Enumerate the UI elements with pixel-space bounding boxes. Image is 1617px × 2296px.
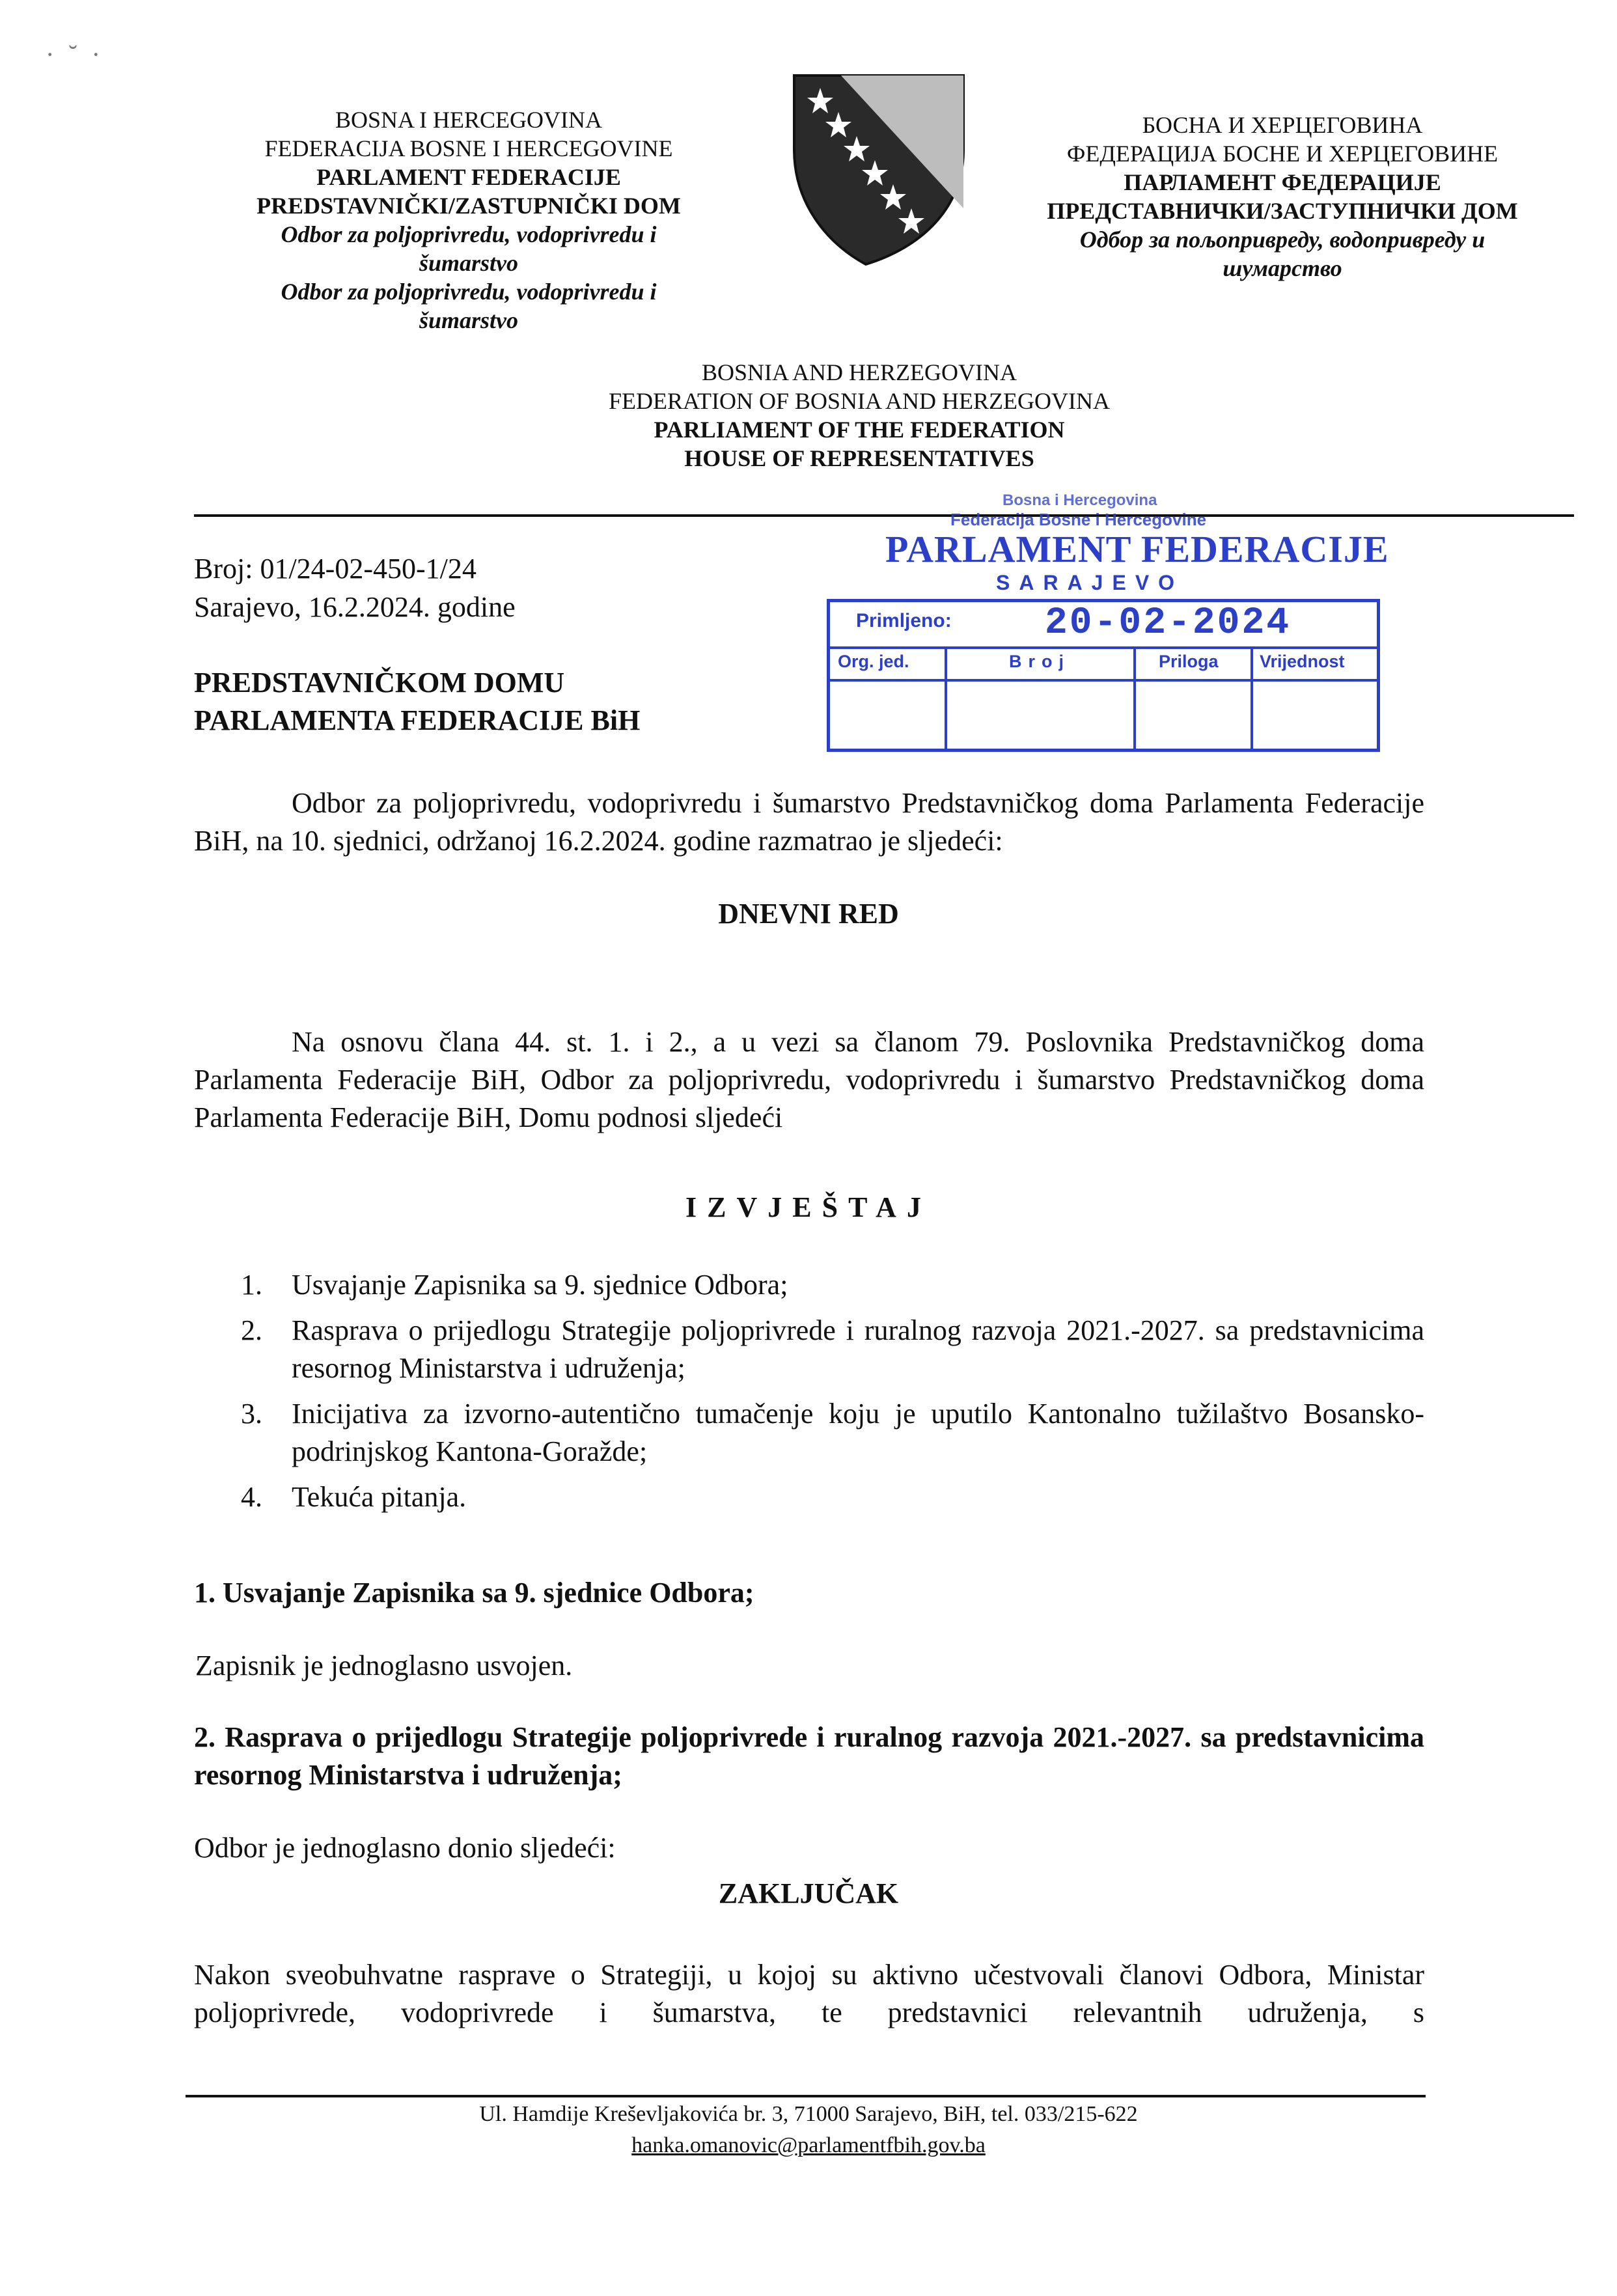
report-title: IZVJEŠTAJ (685, 1191, 932, 1223)
section2-text: Odbor je jednoglasno donio sljedeći: (194, 1832, 616, 1864)
footer-address: Ul. Hamdije Kreševljakovića br. 3, 71000 Sarajevo, BiH, tel. 033/215-622 (479, 2102, 1138, 2126)
stamp-received-date: 20-02-2024 (1045, 602, 1292, 644)
reception-stamp (820, 491, 1393, 765)
agenda-item-number: 3. (241, 1398, 262, 1430)
header-right-line4: ПРЕДСТАВНИЧКИ/ЗАСТУПНИЧКИ ДОМ (1047, 198, 1518, 224)
legal-basis-paragraph: Na osnovu člana 44. st. 1. i 2., a u vezi sa članom 79. Poslovnika Predstavničkog doma Parlamenta Federacije BiH, Odbor za poljoprivredu, vodoprivredu i šumarstvo Predstavničkog doma Parlamenta Federacije BiH, Domu podnosi sljedeći (194, 1026, 1424, 1133)
agenda-item-number: 1. (241, 1269, 262, 1301)
header-left-committee-a: Odbor za poljoprivredu, vodoprivredu i (281, 221, 657, 247)
addressee-line2: PARLAMENTA FEDERACIJE BiH (194, 704, 641, 736)
conclusion-heading: ZAKLJUČAK (718, 1877, 899, 1909)
stamp-col-priloga: Priloga (1136, 646, 1253, 679)
header-right-line3: ПАРЛАМЕНТ ФЕДЕРАЦИЈЕ (1124, 169, 1441, 195)
header-center-line2: FEDERATION OF BOSNIA AND HERZEGOVINA (608, 388, 1110, 414)
stamp-col-broj: Broj (947, 646, 1136, 679)
header-center-line3: PARLIAMENT OF THE FEDERATION (654, 417, 1065, 443)
agenda-item-number: 4. (241, 1481, 262, 1513)
header-left-committee-a2: šumarstvo (419, 250, 519, 276)
header-right-committee: Одбор за пољопривреду, водопривреду и (1079, 227, 1486, 253)
stamp-col-divider (1251, 646, 1253, 752)
header-left-committee-b: Odbor za poljoprivredu, vodoprivredu i (281, 279, 657, 305)
agenda-item (194, 1312, 1424, 1387)
document-date: Sarajevo, 16.2.2024. godine (194, 591, 516, 623)
header-left (195, 105, 742, 335)
footer-email-link[interactable]: hanka.omanovic@parlamentfbih.gov.ba (631, 2133, 986, 2157)
document-number: Broj: 01/24-02-450-1/24 (194, 553, 477, 585)
agenda-item-text: Inicijativa za izvorno-autentično tumačenje koju je uputilo Kantonalno tužilaštvo Bosansko-podrinjskog Kantona-Goražde; (292, 1398, 1424, 1467)
agenda-list (194, 1266, 1424, 1524)
header-left-line1: BOSNA I HERCEGOVINA (335, 107, 602, 133)
stamp-col-divider (1133, 646, 1136, 752)
header-left-line3: PARLAMENT FEDERACIJE (316, 164, 621, 190)
stamp-col-org: Org. jed. (830, 646, 947, 679)
header-center-line4: HOUSE OF REPRESENTATIVES (684, 445, 1034, 471)
agenda-item (194, 1478, 1424, 1516)
agenda-item-text: Usvajanje Zapisnika sa 9. sjednice Odbora; (292, 1269, 788, 1301)
section1-text: Zapisnik je jednoglasno usvojen. (195, 1650, 573, 1681)
scan-artifact-mark: · ˘ · (46, 40, 104, 69)
agenda-item-text: Rasprava o prijedlogu Strategije poljoprivrede i ruralnog razvoja 2021.-2027. sa predstavnicima resornog Ministarstva i udruženja; (292, 1314, 1424, 1384)
footer (0, 2099, 1617, 2161)
stamp-country: Bosna i Hercegovina (1002, 491, 1157, 509)
stamp-title: PARLAMENT FEDERACIJE (885, 528, 1389, 570)
stamp-received-row (830, 602, 1377, 649)
header-right-committee2: шумарство (1223, 255, 1342, 281)
footer-divider (186, 2095, 1426, 2097)
stamp-city: SARAJEVO (996, 571, 1184, 594)
stamp-col-divider (945, 646, 947, 752)
stamp-box (827, 599, 1380, 752)
coat-of-arms-icon (781, 72, 970, 267)
agenda-item (194, 1395, 1424, 1471)
agenda-item (194, 1266, 1424, 1304)
header-left-line4: PREDSTAVNIČKI/ZASTUPNIČKI DOM (256, 193, 681, 219)
addressee (194, 664, 640, 740)
header-left-committee-b2: šumarstvo (419, 307, 519, 333)
addressee-line1: PREDSTAVNIČKOM DOMU (194, 667, 565, 698)
section1-heading: 1. Usvajanje Zapisnika sa 9. sjednice Odbora; (194, 1577, 754, 1609)
agenda-heading: DNEVNI RED (718, 898, 899, 930)
header-right-line2: ФЕДЕРАЦИЈА БОСНЕ И ХЕРЦЕГОВИНЕ (1066, 141, 1499, 167)
header-center (469, 358, 1250, 473)
header-center-line1: BOSNIA AND HERZEGOVINA (702, 359, 1017, 385)
header-right (989, 111, 1575, 283)
header-right-line1: БОСНА И ХЕРЦЕГОВИНА (1142, 112, 1423, 138)
agenda-item-number: 2. (241, 1314, 262, 1346)
stamp-col-vrijednost: Vrijednost (1260, 652, 1345, 671)
agenda-item-text: Tekuća pitanja. (292, 1481, 467, 1513)
conclusion-paragraph: Nakon sveobuhvatne rasprave o Strategiji, u kojoj su aktivno učestvovali članovi Odbora, Ministar poljoprivrede, vodoprivrede i šumarstva, te predstavnici relevantnih udruženja, s (194, 1959, 1424, 2028)
intro-paragraph: Odbor za poljoprivredu, vodoprivredu i šumarstvo Predstavničkog doma Parlamenta Federacije BiH, na 10. sjednici, održanoj 16.2.2024. godine razmatrao je sljedeći: (194, 787, 1424, 857)
stamp-columns (830, 646, 1377, 752)
stamp-federation: Federacija Bosne i Hercegovine (950, 510, 1207, 529)
header-left-line2: FEDERACIJA BOSNE I HERCEGOVINE (264, 135, 673, 161)
section2-heading: 2. Rasprava o prijedlogu Strategije poljoprivrede i ruralnog razvoja 2021.-2027. sa predstavnicima resornog Ministarstva i udruženja; (194, 1721, 1424, 1791)
stamp-received-label: Primljeno: (856, 610, 952, 631)
